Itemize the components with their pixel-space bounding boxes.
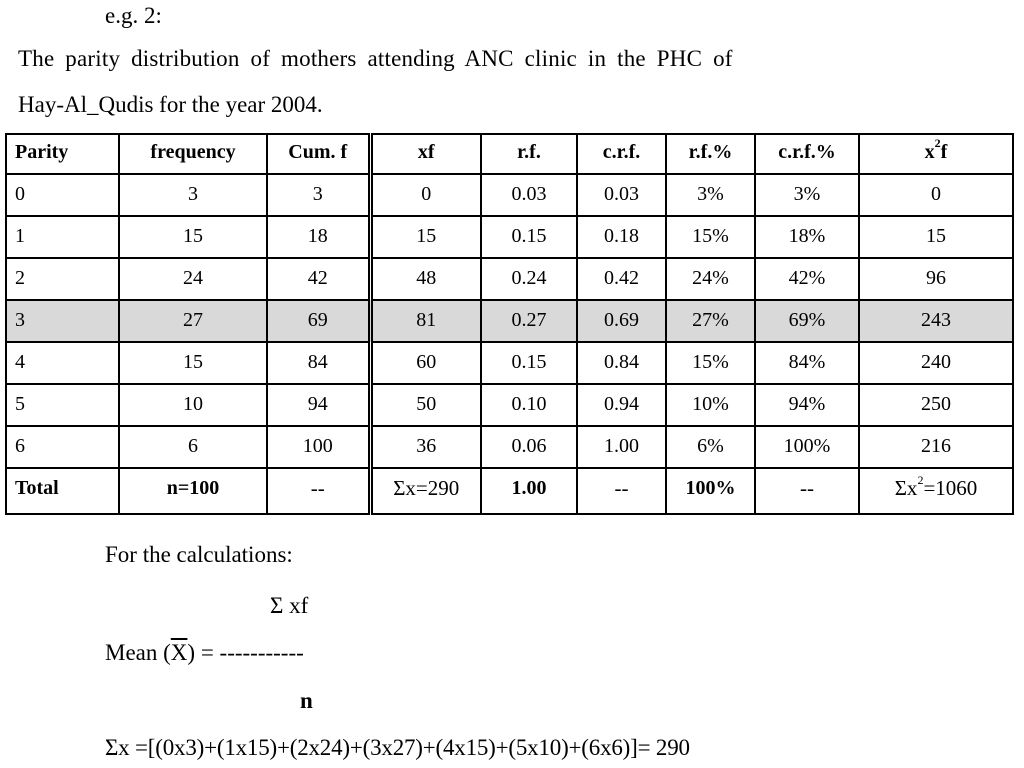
total-x2f-tail: =1060 — [923, 476, 978, 500]
cell-crf-pct: 18% — [755, 216, 859, 258]
cell-frequency: 6 — [119, 426, 267, 468]
header-frequency: frequency — [119, 134, 267, 174]
cell-rf: 0.24 — [481, 258, 577, 300]
cell-crf: 0.03 — [577, 174, 666, 216]
cell-parity: 0 — [6, 174, 119, 216]
cell-cum-f: 3 — [267, 174, 370, 216]
total-crf: -- — [577, 468, 666, 514]
mean-prefix: Mean ( — [105, 640, 171, 665]
cell-parity: 2 — [6, 258, 119, 300]
header-crf-pct: c.r.f.% — [755, 134, 859, 174]
mean-formula — [105, 640, 304, 666]
cell-rf: 0.06 — [481, 426, 577, 468]
cell-rf-pct: 15% — [666, 342, 755, 384]
cell-frequency: 27 — [119, 300, 267, 342]
cell-cum-f: 94 — [267, 384, 370, 426]
header-x2f-sup: 2 — [934, 136, 941, 151]
cell-rf-pct: 27% — [666, 300, 755, 342]
mean-formula-numerator: Σ xf — [270, 593, 309, 618]
total-rf-pct: 100% — [666, 468, 755, 514]
cell-rf-pct: 3% — [666, 174, 755, 216]
cell-xf: 48 — [370, 258, 481, 300]
cell-cum-f: 100 — [267, 426, 370, 468]
cell-rf: 0.15 — [481, 342, 577, 384]
cell-crf-pct: 100% — [755, 426, 859, 468]
cell-parity: 1 — [6, 216, 119, 258]
table-header-row — [6, 134, 1013, 174]
header-rf: r.f. — [481, 134, 577, 174]
cell-rf-pct: 6% — [666, 426, 755, 468]
x-bar-symbol: $\overline{X}$ — [170, 640, 188, 665]
cell-crf: 0.84 — [577, 342, 666, 384]
cell-crf: 1.00 — [577, 426, 666, 468]
total-x2f-sup: 2 — [917, 473, 924, 487]
cell-rf: 0.03 — [481, 174, 577, 216]
header-x2f-base: x — [924, 141, 935, 163]
cell-cum-f: 84 — [267, 342, 370, 384]
table-total-row — [6, 468, 1013, 514]
cell-crf: 0.42 — [577, 258, 666, 300]
cell-crf: 0.69 — [577, 300, 666, 342]
table-row — [6, 258, 1013, 300]
header-x2f-tail: f — [940, 141, 948, 163]
cell-crf-pct: 94% — [755, 384, 859, 426]
total-x2f-base: Σx — [894, 476, 918, 500]
header-parity: Parity — [6, 134, 119, 174]
mean-suffix: ) = ----------- — [187, 640, 304, 665]
cell-parity: 4 — [6, 342, 119, 384]
cell-xf: 36 — [370, 426, 481, 468]
total-x2f — [859, 468, 1013, 514]
cell-xf: 50 — [370, 384, 481, 426]
cell-xf: 0 — [370, 174, 481, 216]
cell-rf-pct: 10% — [666, 384, 755, 426]
example-label: e.g. 2: — [105, 3, 162, 28]
total-crf-pct: -- — [755, 468, 859, 514]
cell-parity: 3 — [6, 300, 119, 342]
header-xf: xf — [370, 134, 481, 174]
table-title-line-1: The parity distribution of mothers attending ANC clinic in the PHC of — [18, 46, 733, 71]
cell-cum-f: 18 — [267, 216, 370, 258]
cell-xf: 15 — [370, 216, 481, 258]
table-row — [6, 300, 1013, 342]
cell-rf-pct: 24% — [666, 258, 755, 300]
cell-frequency: 10 — [119, 384, 267, 426]
calculations-heading: For the calculations: — [105, 542, 293, 567]
cell-rf: 0.15 — [481, 216, 577, 258]
cell-x2f: 96 — [859, 258, 1013, 300]
cell-cum-f: 42 — [267, 258, 370, 300]
cell-crf: 0.18 — [577, 216, 666, 258]
cell-crf: 0.94 — [577, 384, 666, 426]
cell-crf-pct: 69% — [755, 300, 859, 342]
cell-parity: 6 — [6, 426, 119, 468]
cell-frequency: 24 — [119, 258, 267, 300]
cell-xf: 60 — [370, 342, 481, 384]
cell-rf-pct: 15% — [666, 216, 755, 258]
total-cum-f: -- — [267, 468, 370, 514]
sum-x-equation: Σx =[(0x3)+(1x15)+(2x24)+(3x27)+(4x15)+(5x10)+(6x6)]= 290 — [105, 735, 690, 760]
cell-x2f: 15 — [859, 216, 1013, 258]
table-row — [6, 174, 1013, 216]
table-row — [6, 216, 1013, 258]
cell-frequency: 15 — [119, 342, 267, 384]
table-row — [6, 426, 1013, 468]
total-frequency: n=100 — [119, 468, 267, 514]
cell-rf: 0.27 — [481, 300, 577, 342]
cell-x2f: 243 — [859, 300, 1013, 342]
header-crf: c.r.f. — [577, 134, 666, 174]
table-title-line-2: Hay-Al_Qudis for the year 2004. — [18, 92, 323, 117]
total-xf: Σx=290 — [370, 468, 481, 514]
parity-distribution-table — [5, 133, 1014, 515]
header-rf-pct: r.f.% — [666, 134, 755, 174]
cell-x2f: 250 — [859, 384, 1013, 426]
cell-xf: 81 — [370, 300, 481, 342]
cell-parity: 5 — [6, 384, 119, 426]
total-label: Total — [6, 468, 119, 514]
cell-x2f: 0 — [859, 174, 1013, 216]
cell-frequency: 3 — [119, 174, 267, 216]
cell-crf-pct: 42% — [755, 258, 859, 300]
header-x2f — [859, 134, 1013, 174]
cell-cum-f: 69 — [267, 300, 370, 342]
total-rf: 1.00 — [481, 468, 577, 514]
cell-crf-pct: 3% — [755, 174, 859, 216]
table-row — [6, 342, 1013, 384]
table-row — [6, 384, 1013, 426]
cell-x2f: 216 — [859, 426, 1013, 468]
cell-crf-pct: 84% — [755, 342, 859, 384]
cell-x2f: 240 — [859, 342, 1013, 384]
cell-rf: 0.10 — [481, 384, 577, 426]
cell-frequency: 15 — [119, 216, 267, 258]
mean-formula-denominator: n — [300, 688, 313, 713]
header-cum-f: Cum. f — [267, 134, 370, 174]
